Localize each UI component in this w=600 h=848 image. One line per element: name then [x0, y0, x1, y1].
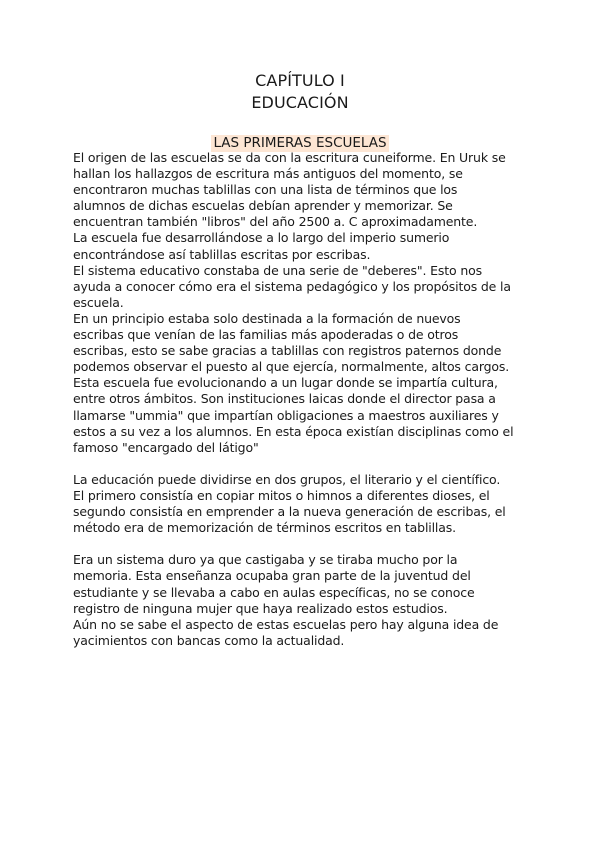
paragraph: [73, 375, 535, 455]
text-line: escuela.: [73, 294, 124, 310]
text-line: yacimientos con bancas como la actualidad.: [73, 632, 345, 648]
text-line: Aún no se sabe el aspecto de estas escuelas pero hay alguna idea de: [73, 616, 499, 632]
text-line: Era un sistema duro ya que castigaba y se tiraba mucho por la: [73, 552, 458, 568]
text-line: escribas, esto se sabe gracias a tablillas con registros paternos donde: [73, 343, 502, 359]
text-line: hallan los hallazgos de escritura más antiguos del momento, se: [73, 166, 463, 182]
text-line: alumnos de dichas escuelas debían aprender y memorizar. Se: [73, 198, 453, 214]
text-line: Esta escuela fue evolucionando a un lugar donde se impartía cultura,: [73, 375, 498, 391]
chapter-heading: [0, 70, 600, 114]
text-line: memoria. Esta enseñanza ocupaba gran parte de la juventud del: [73, 568, 471, 584]
text-line: estos a su vez a los alumnos. En esta época existían disciplinas como el: [73, 423, 514, 439]
text-line: El primero consistía en copiar mitos o himnos a diferentes dioses, el: [73, 487, 490, 503]
paragraph: [73, 230, 535, 262]
chapter-subtitle: EDUCACIÓN: [251, 93, 349, 112]
text-line: ayuda a conocer cómo era el sistema pedagógico y los propósitos de la: [73, 278, 511, 294]
text-line: método era de memorización de términos escritos en tablillas.: [73, 520, 456, 536]
text-line: registro de ninguna mujer que haya realizado estos estudios.: [73, 600, 448, 616]
text-line: estudiante y se llevaba a cabo en aulas específicas, no se conoce: [73, 584, 475, 600]
text-line: La escuela fue desarrollándose a lo largo del imperio sumerio: [73, 230, 450, 246]
paragraph-spacer: [73, 456, 535, 472]
text-line: encuentran también "libros" del año 2500 a. C aproximadamente.: [73, 214, 478, 230]
paragraph: [73, 263, 535, 311]
paragraph: [73, 472, 535, 536]
section-title: LAS PRIMERAS ESCUELAS: [213, 135, 387, 151]
body-text: [73, 150, 535, 649]
text-line: encontraron muchas tablillas con una lista de términos que los: [73, 182, 458, 198]
paragraph: [73, 552, 535, 616]
section-heading: [0, 132, 600, 152]
text-line: En un principio estaba solo destinada a la formación de nuevos: [73, 310, 461, 326]
text-line: encontrándose así tablillas escritas por escribas.: [73, 246, 371, 262]
text-line: El origen de las escuelas se da con la escritura cuneiforme. En Uruk se: [73, 150, 506, 165]
text-line: llamarse "ummia" que impartían obligaciones a maestros auxiliares y: [73, 407, 499, 423]
text-line: entre otros ámbitos. Son instituciones laicas donde el director pasa a: [73, 391, 496, 407]
paragraph: [73, 311, 535, 375]
text-line: escribas que venían de las familias más apoderadas o de otros: [73, 327, 459, 343]
text-line: famoso "encargado del látigo": [73, 439, 259, 455]
paragraph-spacer: [73, 536, 535, 552]
text-line: El sistema educativo constaba de una serie de "deberes". Esto nos: [73, 262, 482, 278]
text-line: segundo consistía en emprender a la nueva generación de escribas, el: [73, 504, 506, 520]
chapter-title: CAPÍTULO I: [255, 71, 345, 90]
paragraph: [73, 617, 535, 649]
text-line: La educación puede dividirse en dos grupos, el literario y el científico.: [73, 471, 501, 487]
paragraph: [73, 150, 535, 230]
text-line: podemos observar el puesto al que ejercía, normalmente, altos cargos.: [73, 359, 510, 375]
